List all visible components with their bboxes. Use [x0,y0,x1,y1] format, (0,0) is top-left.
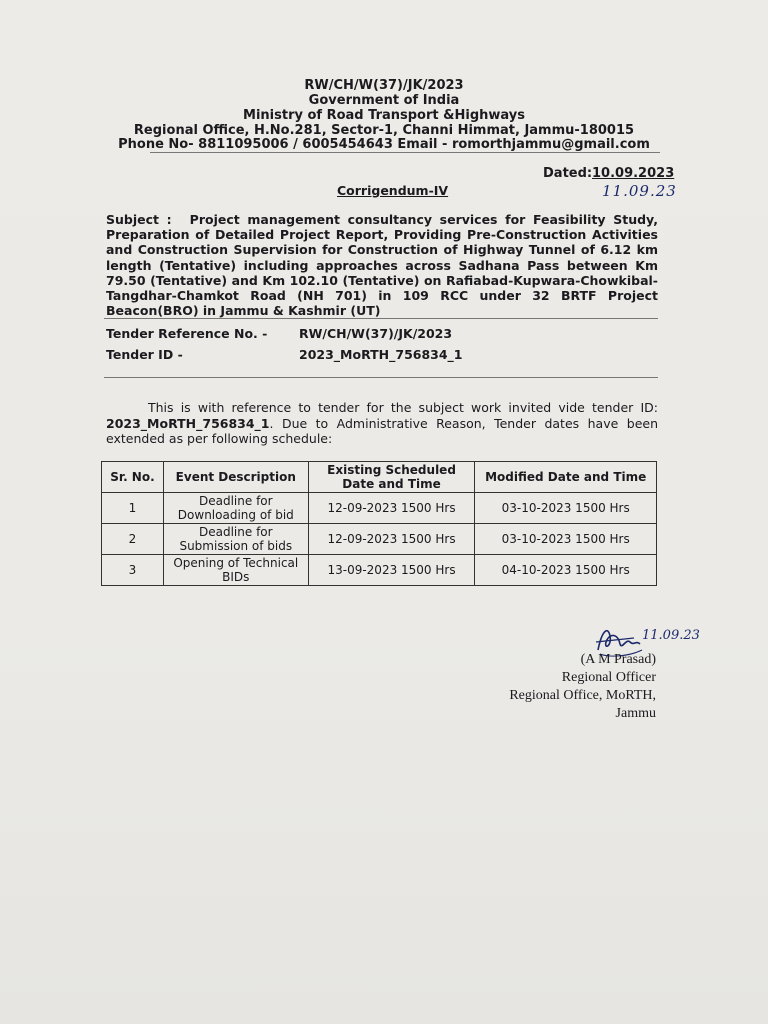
dated-label: Dated: [543,166,593,181]
cell-existing-date: 13-09-2023 1500 Hrs [308,555,475,586]
cell-event: Opening of Technical BIDs [163,555,308,586]
header-contact: Phone No- 8811095006 / 6005454643 Email - romorthjammu@gmail.com [118,137,650,152]
header-sr-no: Sr. No. [102,462,164,493]
header-ministry: Ministry of Road Transport &Highways [243,108,525,123]
cell-sr-no: 3 [102,555,164,586]
table-row [102,555,657,586]
header-divider [150,152,660,153]
cell-sr-no: 1 [102,493,164,524]
cell-modified-date: 03-10-2023 1500 Hrs [475,493,657,524]
tender-ref-label: Tender Reference No. - [106,326,268,341]
signatory-designation: Regional Officer [561,670,656,685]
signatory-name: (A M Prasad) [580,652,656,667]
dated-value: 10.09.2023 [592,166,675,181]
subject-label: Subject : [106,212,172,227]
handwritten-date: 11.09.23 [602,182,677,200]
cell-modified-date: 03-10-2023 1500 Hrs [475,524,657,555]
cell-existing-date: 12-09-2023 1500 Hrs [308,524,475,555]
table-header-row [102,462,657,493]
header-event-description: Event Description [163,462,308,493]
table-row [102,493,657,524]
cell-event: Deadline for Downloading of bid [163,493,308,524]
body-pre: This is with reference to tender for the subject work invited vide tender ID: [148,400,658,415]
header-existing-date: Existing Scheduled Date and Time [308,462,475,493]
cell-existing-date: 12-09-2023 1500 Hrs [308,493,475,524]
tender-id-value: 2023_MoRTH_756834_1 [299,347,463,362]
header-government: Government of India [308,93,460,108]
cell-event: Deadline for Submission of bids [163,524,308,555]
schedule-table [101,461,657,586]
body-post: . Due to Administrative Reason, Tender dates have been extended as per following schedule: [106,415,658,446]
tender-bottom-divider [104,377,658,378]
cell-sr-no: 2 [102,524,164,555]
signatory-office: Regional Office, MoRTH, [509,688,656,703]
header-ref: RW/CH/W(37)/JK/2023 [304,78,464,93]
subject-paragraph [106,212,658,318]
body-tender-id: 2023_MoRTH_756834_1 [106,415,270,431]
signatory-place: Jammu [615,706,656,721]
header-modified-date: Modified Date and Time [475,462,657,493]
corrigendum-title: Corrigendum-IV [337,183,449,198]
cell-modified-date: 04-10-2023 1500 Hrs [475,555,657,586]
tender-top-divider [104,318,658,319]
tender-ref-value: RW/CH/W(37)/JK/2023 [299,326,453,341]
tender-id-label: Tender ID - [106,347,183,362]
body-paragraph [106,400,658,447]
table-row [102,524,657,555]
subject-text: Project management consultancy services for Feasibility Study, Preparation of Detailed Project Report, Providing Pre-Construction Activities and Construction Supervision for Construction of Highway Tunnel of 6.12 km length (Tentative) including approaches across Sadhana Pass between Km 79.50 (Tentative) and Km 102.10 (Tentative) on Rafiabad-Kupwara-Chowkibal-Tangdhar-Chamkot Road (NH 701) in 109 RCC under 32 BRTF Project Beacon(BRO) in Jammu & Kashmir (UT) [106,212,658,319]
signature-handwritten-date: 11.09.23 [642,628,700,643]
header-office-address: Regional Office, H.No.281, Sector-1, Channi Himmat, Jammu-180015 [133,123,635,138]
